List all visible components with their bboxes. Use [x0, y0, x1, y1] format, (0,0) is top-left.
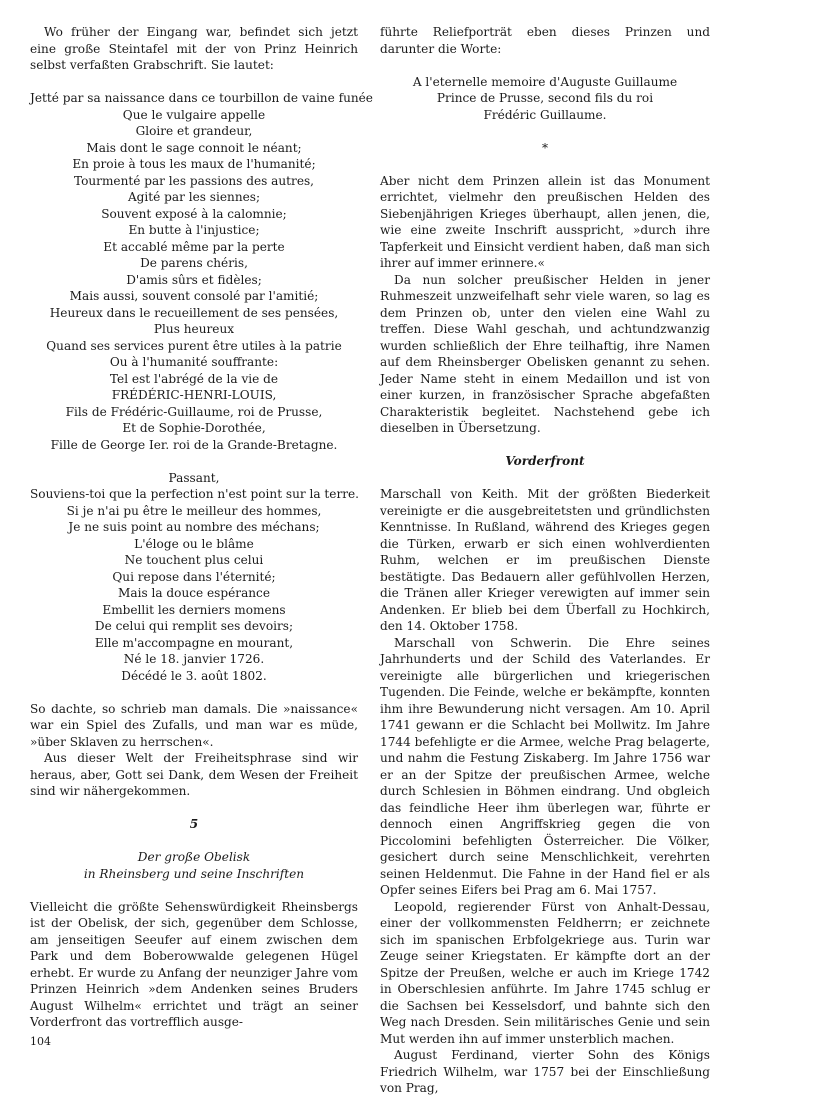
verse-line: Décédé le 3. août 1802. [121, 668, 267, 683]
epitaph-stanza-1 [30, 90, 373, 453]
page-number: 104 [30, 1035, 51, 1048]
verse-line: Souvent exposé à la calomnie; [101, 206, 287, 221]
verse-line: Tourmenté par les passions des autres, [73, 173, 315, 188]
body-paragraph: So dachte, so schrieb man damals. Die »naissance« war ein Spiel des Zufalls, und man war es müde, »über Sklaven zu herrschen«. [30, 701, 358, 749]
verse-line: En butte à l'injustice; [128, 223, 260, 237]
verse-line: Et de Sophie-Dorothée, [122, 421, 266, 435]
verse-line: Agité par les siennes; [127, 190, 261, 204]
body-paragraph: Marschall von Keith. Mit der größten Biederkeit vereinigte er die ausgebreitetsten und gründlichsten Kenntnisse. In Rußland, während des Krieges gegen die Türken, erwarb er sich einen wohlverdienten Ruhm, welchen er im preußischen Dienste bestätigte. Das Bedauern aller gefühlvollen Herzen, die Tränen aller Krieger verewigten auf immer sein Andenken. Er blieb bei dem Überfall zu Hochkirch, den 14. Oktober 1758. [380, 487, 710, 633]
right-column [380, 24, 710, 1097]
section-title: Der große Obelisk [137, 850, 251, 864]
verse-line: D'amis sûrs et fidèles; [126, 272, 262, 287]
verse-line: De parens chéris, [140, 256, 248, 270]
verse-line: Heureux dans le recueillement de ses pensées, [49, 305, 339, 320]
section-title: in Rheinsberg und seine Inschriften [83, 866, 305, 881]
verse-line: Qui repose dans l'éternité; [112, 569, 276, 584]
body-paragraph: Da nun solcher preußischer Helden in jener Ruhmeszeit unzweifelhaft sehr viele waren, so lag es dem Prinzen ob, unter den vielen eine Wahl zu treffen. Diese Wahl geschah, und achtundzwanzig wurden schließlich der Ehre teilhaftig, ihre Namen auf dem Rheinsberger Obelisken genannt zu sehen. Jeder Name steht in einem Medaillon und ist von einer kurzen, in französischer Sprache abgefaßten Charakteristik begleitet. Nachstehend gebe ich dieselben in Übersetzung. [380, 272, 710, 435]
verse-line: En proie à tous les maux de l'humanité; [72, 157, 316, 171]
verse-line: Passant, [168, 470, 220, 485]
subheading: Vorderfront [505, 454, 585, 468]
verse-line: Plus heureux [153, 322, 235, 336]
inscription-line: Prince de Prusse, second fils du roi [436, 91, 654, 105]
verse-line: Mais aussi, souvent consolé par l'amitié; [69, 289, 319, 303]
section-number: 5 [189, 817, 199, 831]
verse-line: Fille de George Ier. roi de la Grande-Bretagne. [50, 437, 338, 452]
body-paragraph: Aber nicht dem Prinzen allein ist das Monument errichtet, vielmehr den preußischen Helden des Siebenjährigen Krieges überhaupt, allen jenen, die, wie eine zweite Inschrift ausspricht, »durch ihre Tapferkeit und Einsicht verdient haben, daß man sich ihrer auf immer erinnere.« [380, 173, 710, 270]
verse-line: Si je n'ai pu être le meilleur des hommes, [66, 503, 322, 518]
section-break-asterisk: * [541, 140, 549, 155]
verse-line: Et accablé même par la perte [103, 239, 285, 254]
verse-line: Que le vulgaire appelle [122, 107, 266, 122]
inscription-line: Frédéric Guillaume. [483, 107, 607, 122]
inscription-line: A l'eternelle memoire d'Auguste Guillaume [412, 74, 678, 89]
body-paragraph: Vielleicht die größte Sehenswürdigkeit Rheinsbergs ist der Obelisk, der sich, gegenüber dem Schlosse, am jenseitigen Seeufer auf einem zwischen dem Park und dem Boberowwalde gelegenen Hügel erhebt. Er wurde zu Anfang der neunziger Jahre vom Prinzen Heinrich »dem Andenken seines Bruders August Wilhelm« errichtet und trägt an seiner Vorderfront das vortrefflich ausge- [30, 899, 358, 1029]
verse-line: Jetté par sa naissance dans ce tourbillon de vaine funée [30, 91, 373, 105]
body-paragraph: Aus dieser Welt der Freiheitsphrase sind wir heraus, aber, Gott sei Dank, dem Wesen der Freiheit sind wir nähergekommen. [30, 751, 358, 798]
body-paragraph: Marschall von Schwerin. Die Ehre seines Jahrhunderts und der Schild des Vaterlandes. Er vereinigte alle bürgerlichen und kriegerischen Tugenden. Die Feinde, welche er bekämpfte, konnten ihm ihre Bewunderung nicht versagen. Am 10. April 1741 gewann er die Schlacht bei Mollwitz. Im Jahre 1744 befehligte er die Armee, welche Prag belagerte, und nahm die Festung Ziskaberg. Im Jahre 1756 war er an der Spitze der preußischen Armee, welche durch Schlesien in Böhmen eindrang. Und obgleich das feindliche Heer ihm überlegen war, führte er dennoch einen Angriffskrieg gegen die von Piccolomini befehligten Österreicher. Die Völker, gesichert durch seine Menschlichkeit, verehrten seinen Heldenmut. Die Fahne in der Hand fiel er als Opfer seines Eifers bei Prag am 6. Mai 1757. [380, 635, 710, 897]
verse-line: Embellit les derniers momens [102, 602, 286, 617]
left-column [30, 24, 373, 1031]
verse-line: Ne touchent plus celui [124, 553, 264, 567]
body-paragraph: führte Reliefporträt eben dieses Prinzen und darunter die Worte: [380, 25, 710, 56]
verse-line: L'éloge ou le blâme [134, 536, 254, 551]
verse-line: Elle m'accompagne en mourant, [94, 635, 294, 650]
body-paragraph: Leopold, regierender Fürst von Anhalt-Dessau, einer der vollkommensten Feldherrn; er zeichnete sich im spanischen Erbfolgekriege aus. Turin war Zeuge seiner Kriegstaten. Er kämpfte dort an der Spitze der Preußen, welche er auch im Kriege 1742 in Oberschlesien anführte. Im Jahre 1745 schlug er die Sachsen bei Kesselsdorf, und bahnte sich den Weg nach Dresden. Sein militärisches Genie und sein Mut werden ihn auf immer unsterblich machen. [380, 899, 710, 1046]
verse-line: Né le 18. janvier 1726. [123, 652, 265, 666]
verse-line: Quand ses services purent être utiles à la patrie [46, 338, 342, 353]
verse-line: Je ne suis point au nombre des méchans; [68, 520, 320, 534]
intro-paragraph: Wo früher der Eingang war, befindet sich jetzt eine große Steintafel mit der von Prinz Heinrich selbst verfaßten Grabschrift. Sie lautet: [30, 25, 358, 72]
verse-line: Gloire et grandeur, [135, 124, 253, 138]
epitaph-stanza-2 [30, 470, 358, 685]
verse-line: Mais dont le sage connoit le néant; [86, 140, 302, 155]
verse-line: Fils de Frédéric-Guillaume, roi de Prusse, [65, 404, 323, 419]
verse-line: Ou à l'humanité souffrante: [109, 355, 279, 369]
verse-line: De celui qui remplit ses devoirs; [94, 619, 294, 633]
inscription [380, 74, 710, 124]
verse-line: Tel est l'abrégé de la vie de [109, 371, 279, 386]
body-paragraph: August Ferdinand, vierter Sohn des Königs Friedrich Wilhelm, war 1757 bei der Einschließung von Prag, [380, 1048, 710, 1095]
verse-line: Mais la douce espérance [118, 586, 270, 600]
verse-line: Souviens-toi que la perfection n'est point sur la terre. [30, 487, 360, 501]
verse-line: FRÉDÉRIC-HENRI-LOUIS, [111, 388, 277, 402]
